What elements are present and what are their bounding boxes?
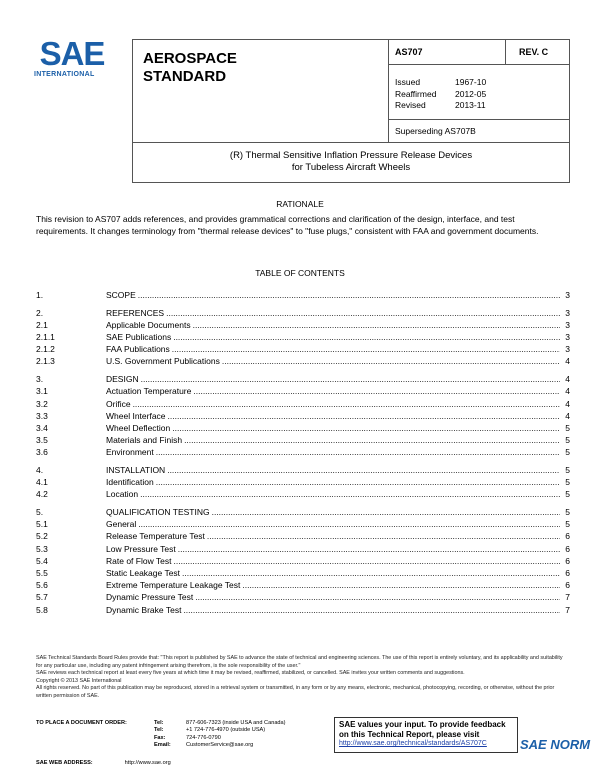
- toc-leader: [133, 399, 560, 409]
- toc-entry[interactable]: [36, 465, 570, 477]
- toc-page: 3: [565, 332, 570, 343]
- toc-page: 5: [565, 435, 570, 446]
- toc-title: Environment: [106, 447, 154, 458]
- table-of-contents: [36, 290, 570, 617]
- toc-title: Static Leakage Test: [106, 567, 181, 578]
- toc-leader: [184, 435, 560, 445]
- toc-number: 2.1: [36, 319, 48, 330]
- toc-entry[interactable]: [36, 507, 570, 519]
- toc-leader: [182, 568, 560, 578]
- toc-entry[interactable]: [36, 477, 570, 489]
- date-block: [395, 77, 486, 112]
- toc-entry[interactable]: [36, 568, 570, 580]
- toc-title: Extreme Temperature Leakage Test: [106, 580, 241, 591]
- order-contact: TO PLACE A DOCUMENT ORDER: Tel: 877-606-7323 (inside USA and Canada) Tel: +1 724-776-4970 (outside USA) Fax: 724-776-0790 Email: CustomerService@sae.org: [36, 720, 286, 749]
- toc-leader: [183, 605, 560, 615]
- toc-entry[interactable]: [36, 447, 570, 459]
- toc-title: Rate of Flow Test: [106, 555, 172, 566]
- toc-title: Actuation Temperature: [106, 386, 192, 397]
- toc-page: 3: [565, 290, 570, 300]
- toc-leader: [207, 531, 560, 541]
- revision-label: REV. C: [519, 47, 549, 57]
- toc-page: 5: [565, 464, 570, 475]
- toc-title: SAE Publications: [106, 332, 172, 343]
- toc-page: 5: [565, 422, 570, 433]
- toc-title: FAA Publications: [106, 344, 170, 355]
- toc-leader: [141, 374, 560, 384]
- toc-number: 5.: [36, 507, 44, 517]
- sae-norm-watermark: SAE NORM: [520, 737, 591, 752]
- toc-number: 3.3: [36, 410, 48, 421]
- toc-number: 3.6: [36, 447, 48, 458]
- toc-entry[interactable]: [36, 374, 570, 386]
- toc-number: 5.5: [36, 567, 48, 578]
- toc-page: 5: [565, 477, 570, 488]
- toc-entry[interactable]: [36, 290, 570, 302]
- sae-logo-subtitle: INTERNATIONAL: [34, 71, 95, 78]
- order-email[interactable]: CustomerService@sae.org: [186, 742, 254, 749]
- toc-entry[interactable]: [36, 308, 570, 320]
- toc-number: 4.2: [36, 489, 48, 500]
- legal-review: SAE reviews each technical report at least every five years at which time it may be revised, reaffirmed, stabilized, or cancelled. SAE invites your written comments and suggestions.: [36, 670, 465, 677]
- toc-page: 6: [565, 567, 570, 578]
- toc-entry[interactable]: [36, 489, 570, 501]
- toc-page: 4: [565, 410, 570, 421]
- toc-leader: [172, 423, 560, 433]
- sae-logo-letters: SAE: [39, 36, 105, 70]
- document-title: [132, 143, 570, 183]
- toc-title: Orifice: [106, 398, 131, 409]
- toc-entry[interactable]: [36, 411, 570, 423]
- toc-number: 5.1: [36, 519, 48, 530]
- document-type-line1: AEROSPACE: [143, 50, 237, 67]
- toc-number: 3.2: [36, 398, 48, 409]
- rationale-heading: RATIONALE: [276, 199, 324, 209]
- toc-entry[interactable]: [36, 423, 570, 435]
- order-label: TO PLACE A DOCUMENT ORDER:: [36, 720, 127, 726]
- toc-page: 7: [565, 604, 570, 615]
- toc-title: Release Temperature Test: [106, 531, 205, 542]
- toc-entry[interactable]: [36, 435, 570, 447]
- header-box: [132, 39, 570, 143]
- sae-logo: [34, 36, 112, 78]
- toc-entry[interactable]: [36, 531, 570, 543]
- toc-page: 3: [565, 307, 570, 318]
- toc-leader: [168, 411, 560, 421]
- document-type-line2: STANDARD: [143, 68, 227, 85]
- toc-leader: [222, 356, 560, 366]
- toc-title: QUALIFICATION TESTING: [106, 507, 210, 517]
- toc-number: 3.1: [36, 386, 48, 397]
- toc-entry[interactable]: [36, 605, 570, 617]
- feedback-box: SAE values your input. To provide feedback on this Technical Report, please visit http://www.sae.org/technical/standards/AS707C: [334, 717, 518, 753]
- toc-leader: [167, 465, 560, 475]
- toc-entry[interactable]: [36, 556, 570, 568]
- toc-title: Dynamic Brake Test: [106, 604, 182, 615]
- toc-leader: [173, 332, 560, 342]
- toc-page: 5: [565, 447, 570, 458]
- toc-leader: [138, 290, 560, 300]
- toc-page: 4: [565, 386, 570, 397]
- toc-leader: [156, 477, 560, 487]
- toc-leader: [178, 544, 560, 554]
- superseding-note: Superseding AS707B: [395, 126, 476, 136]
- toc-number: 2.1.1: [36, 332, 55, 343]
- toc-page: 6: [565, 580, 570, 591]
- toc-entry[interactable]: [36, 356, 570, 368]
- document-type: [143, 50, 237, 86]
- toc-number: 5.2: [36, 531, 48, 542]
- toc-title: Materials and Finish: [106, 435, 183, 446]
- toc-title: Wheel Interface: [106, 410, 166, 421]
- date-row-revised: Revised 2013-11: [395, 100, 486, 110]
- toc-entry[interactable]: [36, 344, 570, 356]
- toc-title: Location: [106, 489, 139, 500]
- title-line2: for Tubeless Aircraft Wheels: [291, 162, 411, 173]
- toc-page: 6: [565, 555, 570, 566]
- rights-reserved: All rights reserved. No part of this publication may be reproduced, stored in a retrieval system or transmitted, in any form or by any means, electronic, mechanical, photocopying, recording, or otherwise, without the prior written permission of SAE.: [36, 685, 555, 699]
- toc-entry[interactable]: [36, 592, 570, 604]
- toc-leader: [172, 344, 560, 354]
- toc-page: 3: [565, 319, 570, 330]
- toc-entry[interactable]: [36, 519, 570, 531]
- toc-page: 4: [565, 374, 570, 385]
- toc-entry[interactable]: [36, 580, 570, 592]
- copyright: Copyright © 2013 SAE International: [36, 677, 122, 684]
- toc-page: 6: [565, 531, 570, 542]
- toc-leader: [140, 489, 560, 499]
- toc-title: Low Pressure Test: [106, 543, 176, 554]
- toc-title: SCOPE: [106, 290, 136, 300]
- toc-heading: TABLE OF CONTENTS: [255, 268, 345, 278]
- toc-number: 5.7: [36, 592, 48, 603]
- toc-number: 2.1.2: [36, 344, 55, 355]
- legal-footer: [36, 655, 568, 701]
- toc-number: 5.6: [36, 580, 48, 591]
- toc-title: General: [106, 519, 137, 530]
- toc-entry[interactable]: [36, 544, 570, 556]
- toc-number: 3.: [36, 374, 44, 385]
- toc-page: 5: [565, 519, 570, 530]
- toc-number: 5.8: [36, 604, 48, 615]
- date-row-reaffirmed: Reaffirmed 2012-05: [395, 88, 487, 99]
- toc-number: 4.: [36, 464, 44, 475]
- toc-entry[interactable]: [36, 332, 570, 344]
- toc-number: 3.4: [36, 422, 48, 433]
- toc-title: U.S. Government Publications: [106, 356, 220, 367]
- toc-number: 1.: [36, 290, 44, 300]
- toc-page: 7: [565, 592, 570, 603]
- toc-title: REFERENCES: [106, 307, 165, 318]
- toc-title: Applicable Documents: [106, 319, 191, 330]
- toc-number: 3.5: [36, 435, 48, 446]
- toc-entry[interactable]: [36, 386, 570, 398]
- web-address: SAE WEB ADDRESS: http://www.sae.org: [36, 760, 171, 766]
- web-address-link[interactable]: http://www.sae.org: [124, 760, 171, 766]
- toc-title: DESIGN: [106, 374, 139, 385]
- toc-page: 5: [565, 489, 570, 500]
- toc-title: INSTALLATION: [106, 464, 166, 475]
- title-line1: (R) Thermal Sensitive Inflation Pressure Release Devices: [229, 150, 473, 161]
- toc-entry[interactable]: [36, 399, 570, 411]
- sae-logo-mark: [34, 36, 110, 70]
- toc-number: 4.1: [36, 477, 48, 488]
- toc-page: 5: [565, 507, 570, 517]
- toc-title: Wheel Deflection: [106, 422, 171, 433]
- toc-title: Dynamic Pressure Test: [106, 592, 194, 603]
- toc-leader: [166, 308, 560, 318]
- document-number: AS707: [395, 47, 423, 57]
- toc-page: 3: [565, 344, 570, 355]
- legal-rules: SAE Technical Standards Board Rules provide that: "This report is published by SAE to advance the state of technical and engineering sciences. The use of this report is entirely voluntary, and its applicability and suitability for any particular use, including any patent infringement arising therefrom, is the sole responsibility of the user.": [36, 655, 563, 669]
- toc-number: 2.1.3: [36, 356, 55, 367]
- toc-number: 5.4: [36, 555, 48, 566]
- toc-number: 2.: [36, 307, 44, 318]
- toc-leader: [193, 320, 560, 330]
- date-row-issued: Issued 1967-10: [395, 77, 487, 87]
- toc-leader: [156, 447, 560, 457]
- toc-leader: [193, 386, 560, 396]
- toc-leader: [242, 580, 560, 590]
- toc-page: 4: [565, 398, 570, 409]
- toc-page: 6: [565, 543, 570, 554]
- rationale-text: This revision to AS707 adds references, and provides grammatical corrections and clarification of the design, interface, and test requirements. It changes terminology from "thermal release devices" to "fuse plugs," consistent with FAA and government documents.: [36, 214, 539, 236]
- toc-leader: [212, 507, 560, 517]
- toc-leader: [195, 592, 560, 602]
- toc-number: 5.3: [36, 543, 48, 554]
- toc-page: 4: [565, 356, 570, 367]
- toc-entry[interactable]: [36, 320, 570, 332]
- toc-leader: [174, 556, 560, 566]
- toc-leader: [138, 519, 560, 529]
- feedback-link[interactable]: http://www.sae.org/technical/standards/AS707C: [339, 740, 487, 747]
- toc-title: Identification: [106, 477, 154, 488]
